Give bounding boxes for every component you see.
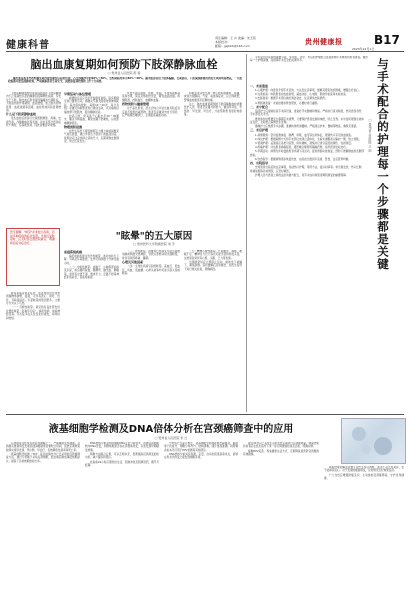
article2-col2: 前庭系统疾病 梅尼埃病表现为发作性眩晕、波动性听力下降、耳鸣及耳闷胀感，发作可持续数十分钟至数小时。 （二）中枢性眩晕。由脑干、小脑等部位病变引起，如后循环缺血、脑梗死、脑出血、肿瘤等，常伴有言语不清、肢体无力、走路不稳等神经系统症状，需高度重视。 (64, 250, 119, 280)
article3-byline: □ 贵州省人民医院 李 红 (154, 436, 188, 440)
editor-line: 责任编辑：王 卉 美编：朱玉茹 (215, 36, 256, 40)
email-line: 邮箱：gzjkbb@163.com (215, 44, 250, 48)
article3-col3: 与传统巴氏涂片相比，液基细胞学检测能够去除血液、黏液等干扰成分，细胞分布均匀、结构清晰，阅片更加准确。同时剩余标本还可用于HPV检测等其他项目。 DNA倍体分析具有客观、定量、自动化程度高等优点，能够在形态学改变之前发现细胞异常。 (164, 442, 238, 460)
right-intro: 手术是治疗疾病的重要手段，而术前、术中、术后的护理配合直接影响手术效果和患者康复。做好每一个护理步骤，是保障手术安全的关键环节。 (250, 56, 368, 63)
article1-col1: 下肢深静脉血栓形成是指血液在下肢深静脉内不正常凝结引起的静脉回流障碍性疾病，多发生于下肢。脑出血后患者常因偏瘫而长期卧床，下肢肌肉泵作用减弱，血流缓慢，加之脱水药物使用、血液浓缩等因素，血栓形成风险显著增加。 什么是下肢深静脉血栓 发生血栓后患者可出现患肢肿胀、疼痛、皮温升高、浅静脉曲张等表现，但也有部分患者症状不典型，容易被忽视，因此需要密切观察。 (6, 92, 61, 128)
article1-subhead: 什么是下肢深静脉血栓 (6, 112, 37, 117)
article3-col1: 宫颈癌是女性常见的恶性肿瘤之一，严重威胁女性健康。宫颈癌从癌前病变发展到浸润癌通常需要较长时间，因此定期筛查能够实现早发现、早诊断、早治疗，有效降低发病率和死亡率。 液基细胞学检测（TCT）是目前国内外广泛采用的宫颈癌筛查方法，通过专用刷子采集宫颈细胞，经处理后制成薄层细胞涂片，提高了异常细胞的检出率。 (6, 442, 80, 463)
doctor-callout: 医生提醒："眩晕"并非独立疾病，而是多种疾病的症状表现。出现反复眩晕时，应及时到正规医院就诊，明确病因后对症治疗。 (6, 228, 60, 286)
right-body: 一、术前准备 1.心理护理：向患者介绍手术目的、方法及注意事项，缓解其紧张焦虑情绪，增强治疗信心。 2.完善检查：协助患者完成血常规、凝血功能、心电图、影像学检查等术前检查。 3.皮肤准备：根据手术部位做好清洁备皮，注意避免皮肤损伤。 4.胃肠道准备：术前按要求禁食禁饮，必要时进行灌肠。 二、术中配合 巡回护士应提前检查手术间设备，准备好手术器械和物品。严格执行查对制度，核对患者身份、手术部位及术式。 摆放体位时既要充分暴露手术视野，又要保护患者皮肤和神经，防止压伤。术中密切观察生命体征变化，及时配合麻醉医生处理。 器械护士应熟悉手术步骤，准确快速传递器械，严格清点纱布、器械等物品，确保无遗留。 三、术后护理 1.病情观察：密切监测体温、脉搏、呼吸、血压等生命体征，观察伤口有无渗血渗液。 2.体位护理：根据麻醉方式和手术部位选择合适体位，全麻未清醒者头偏向一侧，防止误吸。 3.管道护理：妥善固定各类引流管，保持通畅，观察并记录引流液的颜色、性质和量。 4.疼痛护理：评估患者疼痛程度，遵医嘱合理使用镇痛药物，指导患者放松技巧。 5.早期活动：病情允许时鼓励患者早期下床活动，促进胃肠功能恢复，预防下肢静脉血栓及肺部感染。 6.饮食指导：根据病情逐步恢复饮食，由流质过渡到半流质、普食，注意营养均衡。 四、出院指导 告知患者出院后的注意事项，包括伤口护理、用药方法、复诊时间等。如出现发热、伤口红肿、疼痛加剧等异常情况，应及时就医。 护理人员与患者之间的良好沟通与配合，是手术成功和患者顺利康复的重要保障。 (250, 84, 364, 178)
right-vertical-title: 与手术配合的护理每一个步骤都是关键 (376, 58, 390, 271)
article2-col4: （五）精神心理性眩晕。长期焦虑、抑郁、睡眠不足、精神压力过大等也可能引起持续性头晕，这类患者常伴有心慌、失眠、乏力等表现。 出现眩晕时应立即停止活动，就地坐下或躺下，避免跌倒。症状缓解后及时就医，在医生指导下进行相关检查，明确病因。 (184, 250, 242, 271)
article2-col1: 眩晕是临床常见症状，患者常感觉自身或周围物体旋转、摇晃，可伴有恶心、呕吐、出汗、耳鸣等症状。引起眩晕的原因很多，主要可分为以下几类。 （一）耳源性眩晕。常见的有良性阵发性位置性眩晕（俗称耳石症）、梅尼埃病、前庭神经炎等。耳石症多在头位变化时诱发，持续时间较短。 (6, 292, 60, 320)
section-title: 健康科普 (6, 40, 50, 51)
article2-headline: "眩晕"的五大原因 (115, 231, 193, 242)
header-rule (6, 51, 404, 52)
article2-byline: □ 贵州医科大学附属医院 刘 芳 (133, 242, 175, 246)
masthead: 贵州健康报 (305, 37, 343, 46)
article3-col4: 建议21岁以上有性生活的女性定期进行宫颈癌筛查。筛查结果异常者应在医生指导下进一步行阴道镜检查及活检，明确诊断。 接种HPV疫苗、养成健康生活方式、定期筛查是预防宫颈癌的有效措施。 (243, 442, 319, 457)
article2-col3: （三）颈性眩晕。颈椎退行性病变可能压迫椎动脉或刺激交感神经，导致头部转动时出现眩晕，常伴有颈部疼痛、僵硬。 心理及其他因素 （四）全身性疾病引起的眩晕。高血压、低血压、贫血、低血糖、心律失常等均可能引起头晕或眩晕。 (122, 250, 180, 276)
article3-headline: 液基细胞学检测及DNA倍体分析在宫颈癌筛查中的应用 (48, 424, 294, 435)
page-number: B17 (374, 33, 400, 47)
issue-date: 2023年12月1日 (352, 47, 375, 51)
header-meta (215, 36, 305, 48)
column-divider (246, 54, 247, 412)
article1-byline: □ 贵州省人民医院 陈 春 (107, 71, 141, 75)
proof-line: 本版校对： (215, 40, 231, 44)
article1-col4: 如果患者突然出现一侧下肢明显肿胀、疼痛，或者出现胸闷、气促、咯血等症状，应立即就医，警惕血栓脱落引起肺栓塞。 总之，脑出血康复期预防下肢深静脉血栓需要医护人员、患者及家属共同努力，做到早评估、早预防、早发现、早治疗，才能帮助患者更好地康复。 (184, 92, 242, 117)
article3-rule (6, 414, 404, 415)
article3-col2: DNA倍体分析是利用细胞DNA定量分析技术，检测宫颈细胞核内DNA含量，判断细胞是否存在异倍体改变，从而发现早期癌变细胞。 两种方法联合应用，可以互相补充，显著提高宫颈病变的检出率，减少漏诊和误诊。 检查前24小时应避免性生活、阴道冲洗及阴道用药，避开月经期。 (85, 442, 159, 468)
article3-col5: 筛查结果的解读需要专业医生综合判断，患者不必过度紧张，也不能掉以轻心。对于发现的癌前病变，及时规范治疗效果良好。 广大女性应增强防癌意识，主动参加宫颈癌筛查，守护自身健康。 (324, 466, 404, 481)
article1-headline: 脑出血康复期如何预防下肢深静脉血栓 (30, 58, 218, 71)
article1-col2: 早期活动与体位管理 病情稳定后应尽早开始康复训练。卧床期间可进行踝泵运动，即踝关节最大限度地背伸和跖屈，每次保持数秒，每组10～20次，每日多组。家属可协助患者进行被动活动，从远端向近端按摩下肢肌肉，促进静脉回流。 抬高下肢，使其高于心脏水平20～30厘米，膝关节稍屈曲，避免在膝下垫硬枕，以免影响静脉回流。 物理预防措施 在医生指导下使用梯度压力弹力袜或间歇充气加压装置，通过外部压力促进下肢血液回流。使用时应注意选择合适的尺寸，定期观察皮肤情况，防止压疮发生。 (64, 92, 119, 144)
article1-col3: 饮食方面宜清淡、低盐、低脂，多食用新鲜蔬菜和水果，保证足够的饮水量，避免血液浓缩。戒烟限酒，控制血压、血糖和血脂。 药物预防与健康管理 对于高危患者，医生会综合评估出血风险后决定是否使用抗凝药物。患者及家属切勿自行用药，应严格遵医嘱执行，定期复查凝血功能。 (122, 92, 180, 118)
cell-photo (341, 418, 406, 464)
article1-lead: 脑出血是指非外伤性脑实质内血管破裂引起的出血，占全部脑卒中的20%～30%，急性期病死率为30%～40%。脑出血患者由于肢体偏瘫、长期卧床，下肢深静脉血栓的发生风险明显增高，一旦血栓脱落可能造成肺栓塞，严重威胁患者生命安全，因此康复期的预防工作十分重要。 (8, 77, 242, 84)
right-vertical-byline: □ 贵州省人民医院 王 丽 (368, 118, 372, 152)
